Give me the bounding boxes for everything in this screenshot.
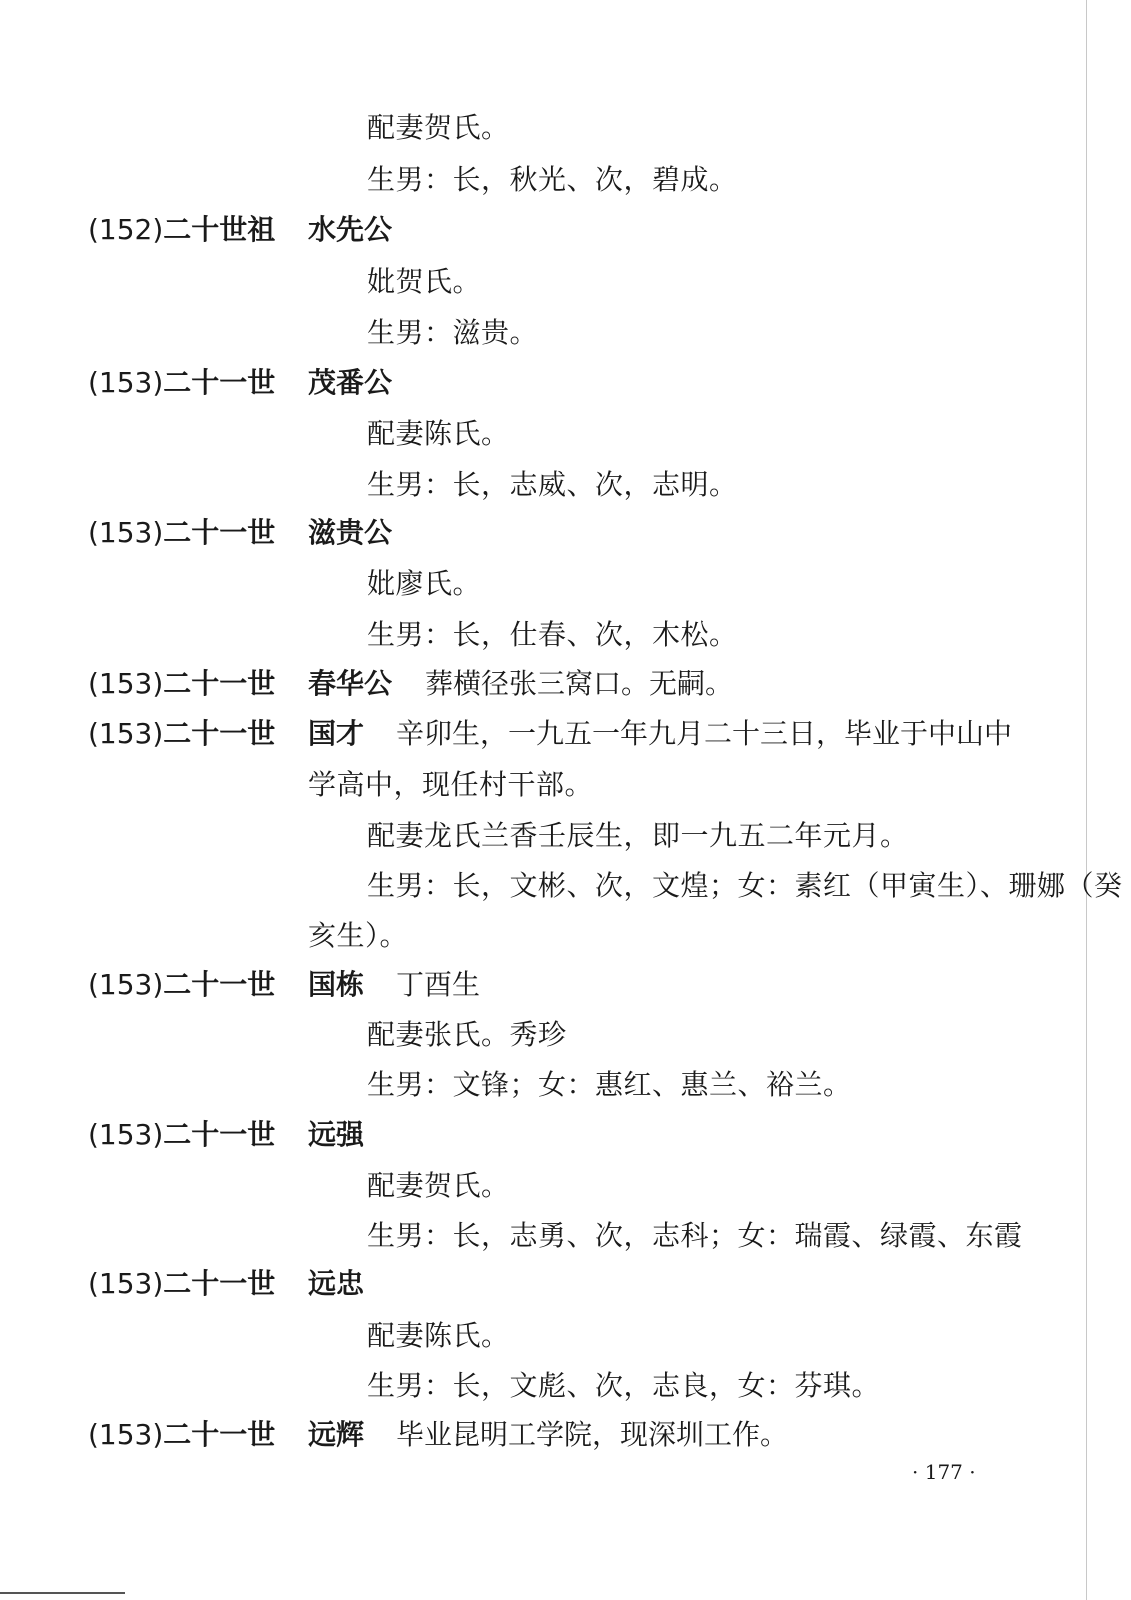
generation-text: 二十一世 xyxy=(163,516,276,549)
generation-text: 二十世祖 xyxy=(163,213,276,246)
ancestor-name: 远忠 xyxy=(308,1267,365,1300)
generation-text: 二十一世 xyxy=(163,1118,276,1151)
children-line: 生男：文锋；女：惠红、惠兰、裕兰。 xyxy=(367,1068,852,1101)
spouse-line: 配妻陈氏。 xyxy=(367,1319,510,1352)
page-number: · 177 · xyxy=(912,1460,976,1484)
spouse-line: 妣贺氏。 xyxy=(367,265,482,298)
generation-text: 二十一世 xyxy=(163,717,276,750)
generation-label xyxy=(88,1117,275,1153)
children-line: 生男：长，秋光、次，碧成。 xyxy=(367,163,738,196)
spouse-line: 配妻贺氏。 xyxy=(367,1169,510,1202)
career-note: 毕业昆明工学院，现深圳工作。 xyxy=(396,1418,789,1451)
birth-note: 丁酉生 xyxy=(396,968,481,1001)
entry-number: (153) xyxy=(88,1267,164,1300)
generation-label xyxy=(88,1417,275,1453)
generation-text: 二十一世 xyxy=(163,968,276,1001)
generation-label xyxy=(88,1266,275,1302)
ancestor-name: 国才 xyxy=(308,717,365,750)
entry-number: (153) xyxy=(88,667,164,700)
children-line: 生男：滋贵。 xyxy=(367,316,539,349)
entry-number: (153) xyxy=(88,1118,164,1151)
spouse-line: 配妻张氏。秀珍 xyxy=(367,1018,567,1051)
ancestor-name: 远辉 xyxy=(308,1418,365,1451)
entry-number: (153) xyxy=(88,968,164,1001)
bottom-rule xyxy=(0,1592,125,1594)
burial-note: 葬横径张三窝口。无嗣。 xyxy=(425,667,734,700)
children-line: 生男：长，志勇、次，志科；女：瑞霞、绿霞、东霞 xyxy=(367,1219,1023,1252)
spouse-line: 妣廖氏。 xyxy=(367,567,482,600)
children-line: 生男：长，志威、次，志明。 xyxy=(367,468,738,501)
generation-label xyxy=(88,365,275,401)
children-line: 生男：长，文彪、次，志良，女：芬琪。 xyxy=(367,1369,881,1402)
spouse-line: 配妻龙氏兰香壬辰生，即一九五二年元月。 xyxy=(367,819,909,852)
generation-text: 二十一世 xyxy=(163,366,276,399)
generation-label xyxy=(88,666,275,702)
spouse-line: 配妻陈氏。 xyxy=(367,417,510,450)
biography-note-continued: 学高中，现任村干部。 xyxy=(308,768,594,801)
ancestor-name: 滋贵公 xyxy=(308,516,393,549)
entry-number: (153) xyxy=(88,1418,164,1451)
entry-number: (153) xyxy=(88,717,164,750)
generation-text: 二十一世 xyxy=(163,667,276,700)
ancestor-name: 茂番公 xyxy=(308,366,393,399)
generation-label xyxy=(88,515,275,551)
children-line: 生男：长，文彬、次，文煌；女：素红（甲寅生）、珊娜（癸 xyxy=(367,869,1123,902)
entry-number: (153) xyxy=(88,366,164,399)
page-edge-line xyxy=(1086,0,1087,1600)
generation-label xyxy=(88,716,275,752)
ancestor-name: 春华公 xyxy=(308,667,393,700)
generation-label xyxy=(88,212,275,248)
entry-number: (153) xyxy=(88,516,164,549)
generation-label xyxy=(88,967,275,1003)
ancestor-name: 国栋 xyxy=(308,968,365,1001)
children-line: 生男：长，仕春、次，木松。 xyxy=(367,618,738,651)
generation-text: 二十一世 xyxy=(163,1418,276,1451)
ancestor-name: 水先公 xyxy=(308,213,393,246)
ancestor-name: 远强 xyxy=(308,1118,365,1151)
generation-text: 二十一世 xyxy=(163,1267,276,1300)
spouse-line: 配妻贺氏。 xyxy=(367,111,510,144)
children-line-continued: 亥生）。 xyxy=(308,919,409,952)
entry-number: (152) xyxy=(88,213,164,246)
biography-note: 辛卯生，一九五一年九月二十三日，毕业于中山中 xyxy=(396,717,1013,750)
